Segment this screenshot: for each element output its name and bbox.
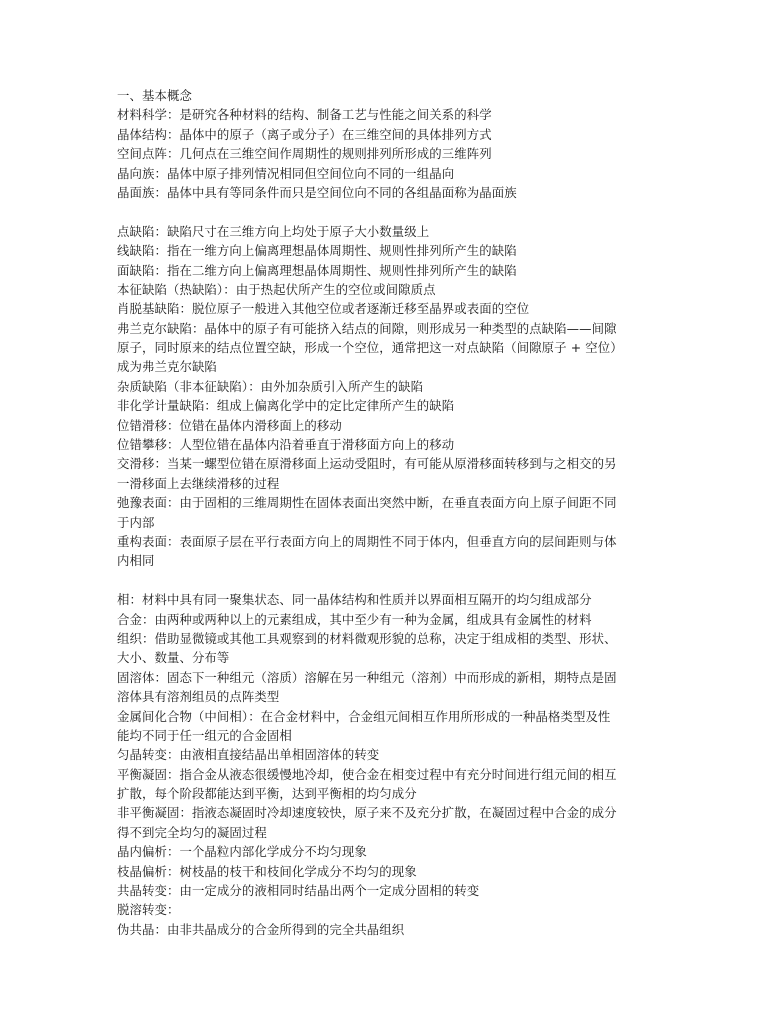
text-line: 晶向族：晶体中原子排列情况相同但空间位向不同的一组晶向 xyxy=(117,165,455,181)
text-line: 合金：由两种或两种以上的元素组成，其中至少有一种为金属，组成具有金属性的材料 xyxy=(117,611,592,627)
text-line: 空间点阵：几何点在三维空间作周期性的规则排列所形成的三维阵列 xyxy=(117,146,492,162)
text-line: 内相同 xyxy=(117,553,155,569)
text-line: 固溶体：固态下一种组元（溶质）溶解在另一种组元（溶剂）中而形成的新相，期特点是固 xyxy=(117,669,617,685)
text-line: 面缺陷：指在二维方向上偏离理想晶体周期性、规则性排列所产生的缺陷 xyxy=(117,262,517,278)
text-line: 金属间化合物（中间相）：在合金材料中，合金组元间相互作用所形成的一种晶格类型及性 xyxy=(117,708,611,724)
text-line: 于内部 xyxy=(117,514,155,530)
text-line: 大小、数量、分布等 xyxy=(117,650,230,666)
text-line: 晶体结构：晶体中的原子（离子或分子）在三维空间的具体排列方式 xyxy=(117,126,492,142)
text-line: 共晶转变：由一定成分的液相同时结晶出两个一定成分固相的转变 xyxy=(117,883,480,899)
text-line: 肖脱基缺陷：脱位原子一般进入其他空位或者逐渐迁移至晶界或表面的空位 xyxy=(117,301,530,317)
paragraph-gap xyxy=(117,571,657,590)
text-line: 成为弗兰克尔缺陷 xyxy=(117,359,217,375)
text-line: 原子，同时原来的结点位置空缺，形成一个空位，通常把这一对点缺陷（间隙原子 + 空位） xyxy=(117,340,623,356)
text-line: 线缺陷：指在一维方向上偏离理想晶体周期性、规则性排列所产生的缺陷 xyxy=(117,243,517,259)
text-line: 位错攀移：人型位错在晶体内沿着垂直于滑移面方向上的移动 xyxy=(117,437,455,453)
text-line: 得不到完全均匀的凝固过程 xyxy=(117,824,267,840)
text-line: 晶面族：晶体中具有等同条件而只是空间位向不同的各组晶面称为晶面族 xyxy=(117,184,517,200)
text-line: 位错滑移：位错在晶体内滑移面上的移动 xyxy=(117,417,342,433)
text-line: 点缺陷：缺陷尺寸在三维方向上均处于原子大小数量级上 xyxy=(117,223,430,239)
text-line: 相：材料中具有同一聚集状态、同一晶体结构和性质并以界面相互隔开的均匀组成部分 xyxy=(117,592,592,608)
text-line: 杂质缺陷（非本征缺陷）：由外加杂质引入所产生的缺陷 xyxy=(117,378,424,394)
paragraph-gap xyxy=(117,202,657,221)
text-line: 扩散，每个阶段都能达到平衡，达到平衡相的均匀成分 xyxy=(117,786,417,802)
text-line: 材料科学：是研究各种材料的结构、制备工艺与性能之间关系的科学 xyxy=(117,107,492,123)
text-line: 平衡凝固：指合金从液态很缓慢地冷却，使合金在相变过程中有充分时间进行组元间的相互 xyxy=(117,766,617,782)
text-line: 交滑移：当某一螺型位错在原滑移面上运动受阻时，有可能从原滑移面转移到与之相交的另 xyxy=(117,456,617,472)
text-line: 本征缺陷（热缺陷）：由于热起伏所产生的空位或间隙质点 xyxy=(117,281,436,297)
basic-definitions-block xyxy=(117,105,657,202)
text-line: 脱溶转变： xyxy=(117,902,180,918)
text-line: 能均不同于任一组元的合金固相 xyxy=(117,727,292,743)
section-heading: 一、基本概念 xyxy=(117,88,192,103)
text-line: 非化学计量缺陷：组成上偏离化学中的定比定律所产生的缺陷 xyxy=(117,398,455,414)
text-line: 伪共晶：由非共晶成分的合金所得到的完全共晶组织 xyxy=(117,921,405,937)
text-line: 重构表面：表面原子层在平行表面方向上的周期性不同于体内，但垂直方向的层间距则与体 xyxy=(117,533,617,549)
text-line: 弗兰克尔缺陷：晶体中的原子有可能挤入结点的间隙，则形成另一种类型的点缺陷——间隙 xyxy=(117,320,617,336)
text-line: 一滑移面上去继续滑移的过程 xyxy=(117,475,280,491)
phases-block xyxy=(117,590,657,939)
text-line: 组织：借助显微镜或其他工具观察到的材料微观形貌的总称，决定于组成相的类型、形状、 xyxy=(117,630,617,646)
text-line: 非平衡凝固：指液态凝固时冷却速度较快，原子来不及充分扩散，在凝固过程中合金的成分 xyxy=(117,805,617,821)
defects-block xyxy=(117,222,657,571)
text-line: 晶内偏析：一个晶粒内部化学成分不均匀现象 xyxy=(117,844,367,860)
text-line: 弛豫表面：由于固相的三维周期性在固体表面出突然中断，在垂直表面方向上原子间距不同 xyxy=(117,495,617,511)
text-line: 枝晶偏析：树枝晶的枝干和枝间化学成分不均匀的现象 xyxy=(117,863,417,879)
text-line: 溶体具有溶剂组员的点阵类型 xyxy=(117,689,280,705)
text-line: 匀晶转变：由液相直接结晶出单相固溶体的转变 xyxy=(117,747,380,763)
document-page xyxy=(117,86,657,939)
